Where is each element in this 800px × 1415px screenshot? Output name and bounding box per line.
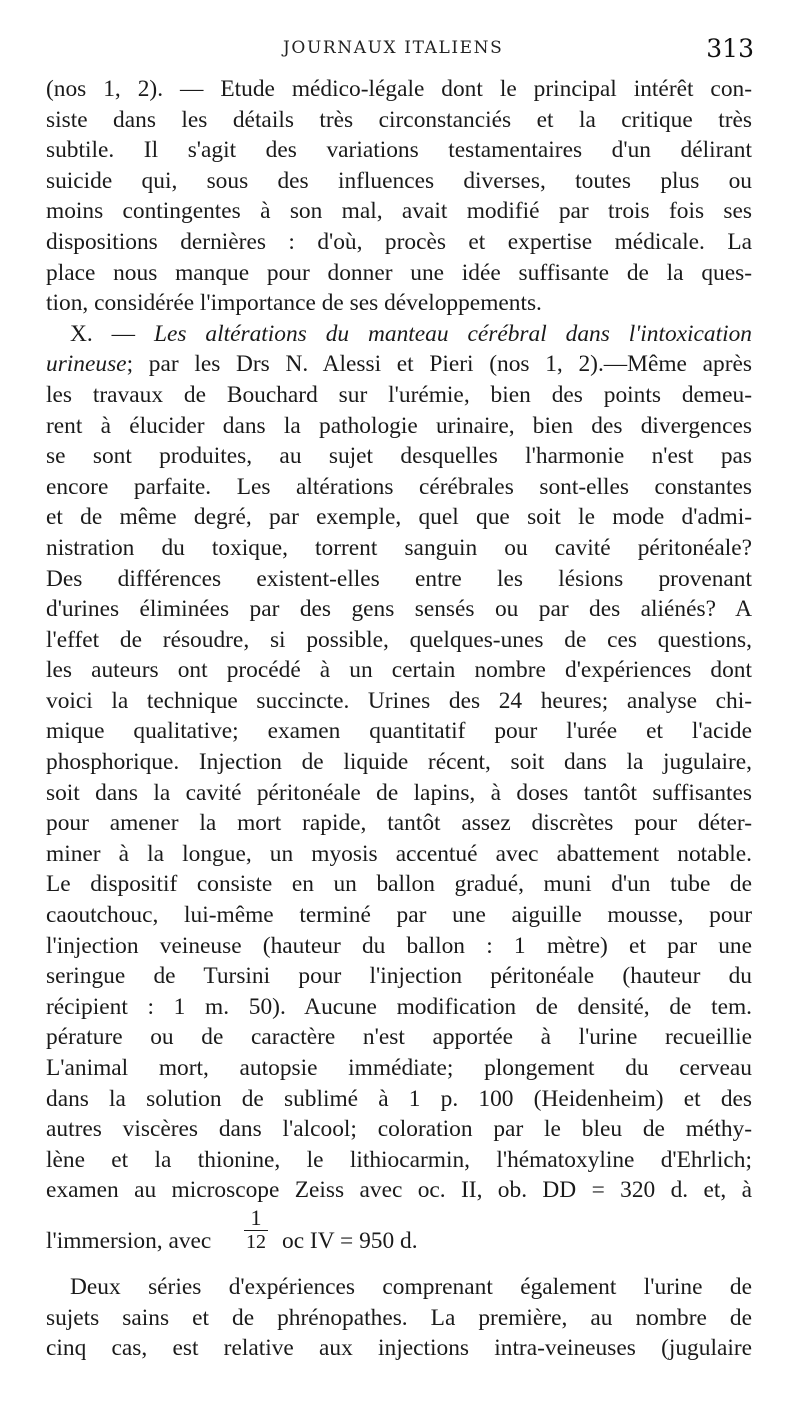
text-line: subtile. Il s'agit des variations testamentaires d'un délirant [46,137,752,164]
text-line: l'effet de résoudre, si possible, quelques-unes de ces questions, [46,626,752,653]
text-line: phosphorique. Injection de liquide récent, soit dans la jugulaire, [46,749,752,776]
text-line: caoutchouc, lui-même terminé par une aiguille mousse, pour [46,902,752,929]
text-line: l'injection veineuse (hauteur du ballon : 1 mètre) et par une [46,932,752,959]
text-line: mique qualitative; examen quantitatif pour l'urée et l'acide [46,718,752,745]
text-line: rent à élucider dans la pathologie urinaire, bien des divergences [46,412,752,439]
fraction [244,1206,268,1253]
text-line: tion, considérée l'importance de ses développements. [46,290,542,317]
text-line: moins contingentes à son mal, avait modifié par trois fois ses [46,198,752,225]
formula-line [46,1206,752,1264]
text-line: dans la solution de sublimé à 1 p. 100 (Heidenheim) et des [46,1085,752,1112]
section-title-cont: urineuse [46,351,127,378]
text-line: siste dans les détails très circonstanciés et la critique très [46,106,752,133]
page-header [0,28,800,68]
text-line: Le dispositif consiste en un ballon gradué, muni d'un tube de [46,871,752,898]
text-line: autres viscères dans l'alcool; coloration par le bleu de méthy- [46,1116,752,1143]
section-authors: ; par les Drs N. Alessi et Pieri (nos 1, 2).—Même après [126,351,752,378]
text-line: Des différences existent-elles entre les lésions provenant [46,565,752,592]
text-line: Deux séries d'expériences comprenant également l'urine de [70,1273,752,1300]
fraction-numerator: 1 [244,1206,268,1231]
text-line: pérature ou de caractère n'est apportée à l'urine recueillie [46,1024,752,1051]
section-lead: X. — [70,320,154,347]
text-line: cinq cas, est relative aux injections intra-veineuses (jugulaire [46,1335,752,1362]
text-line: examen au microscope Zeiss avec oc. II, ob. DD = 320 d. et, à [46,1177,752,1204]
text-line: se sont produites, au sujet desquelles l'harmonie n'est pas [46,443,752,470]
fraction-denominator: 12 [246,1230,266,1253]
running-head: JOURNAUX ITALIENS [283,38,504,58]
text-line: les auteurs ont procédé à un certain nombre d'expériences dont [46,657,752,684]
text-line [46,349,752,380]
text-line: miner à la longue, un myosis accentué avec abattement notable. [46,840,752,867]
text-line: soit dans la cavité péritonéale de lapins, à doses tantôt suffisantes [46,779,752,806]
section-heading [46,319,752,350]
text-line: les travaux de Bouchard sur l'urémie, bien des points demeu- [46,381,752,408]
section-title: Les altérations du manteau cérébral dans l'intoxication [153,320,752,347]
text-line: pour amener la mort rapide, tantôt assez discrètes pour déter- [46,810,752,837]
page-number: 313 [706,34,754,63]
text-line: place nous manque pour donner une idée suffisante de la ques- [46,259,752,286]
text-line: récipient : 1 m. 50). Aucune modification de densité, de tem. [46,993,752,1020]
text-line: suicide qui, sous des influences diverses, toutes plus ou [46,167,752,194]
text-line: et de même degré, par exemple, quel que soit le mode d'admi- [46,504,752,531]
text-line: seringue de Tursini pour l'injection péritonéale (hauteur du [46,963,752,990]
text-line: d'urines éliminées par des gens sensés ou par des aliénés? A [46,596,752,623]
formula-prefix: l'immersion, avec [46,1227,212,1254]
body-text [46,74,752,1364]
formula-suffix: oc IV = 950 d. [282,1227,418,1254]
text-line: encore parfaite. Les altérations cérébrales sont-elles constantes [46,473,752,500]
text-line: sujets sains et de phrénopathes. La première, au nombre de [46,1304,752,1331]
paragraph-gap [46,1264,752,1272]
text-line: lène et la thionine, le lithiocarmin, l'hématoxyline d'Ehrlich; [46,1146,752,1173]
text-line: L'animal mort, autopsie immédiate; plongement du cerveau [46,1055,752,1081]
text-line: voici la technique succincte. Urines des 24 heures; analyse chi- [46,687,752,714]
text-line: (nos 1, 2). — Etude médico-légale dont le principal intérêt con- [46,76,752,102]
text-line: nistration du toxique, torrent sanguin ou cavité péritonéale? [46,534,752,561]
text-line: dispositions dernières : d'où, procès et expertise médicale. La [46,228,752,255]
